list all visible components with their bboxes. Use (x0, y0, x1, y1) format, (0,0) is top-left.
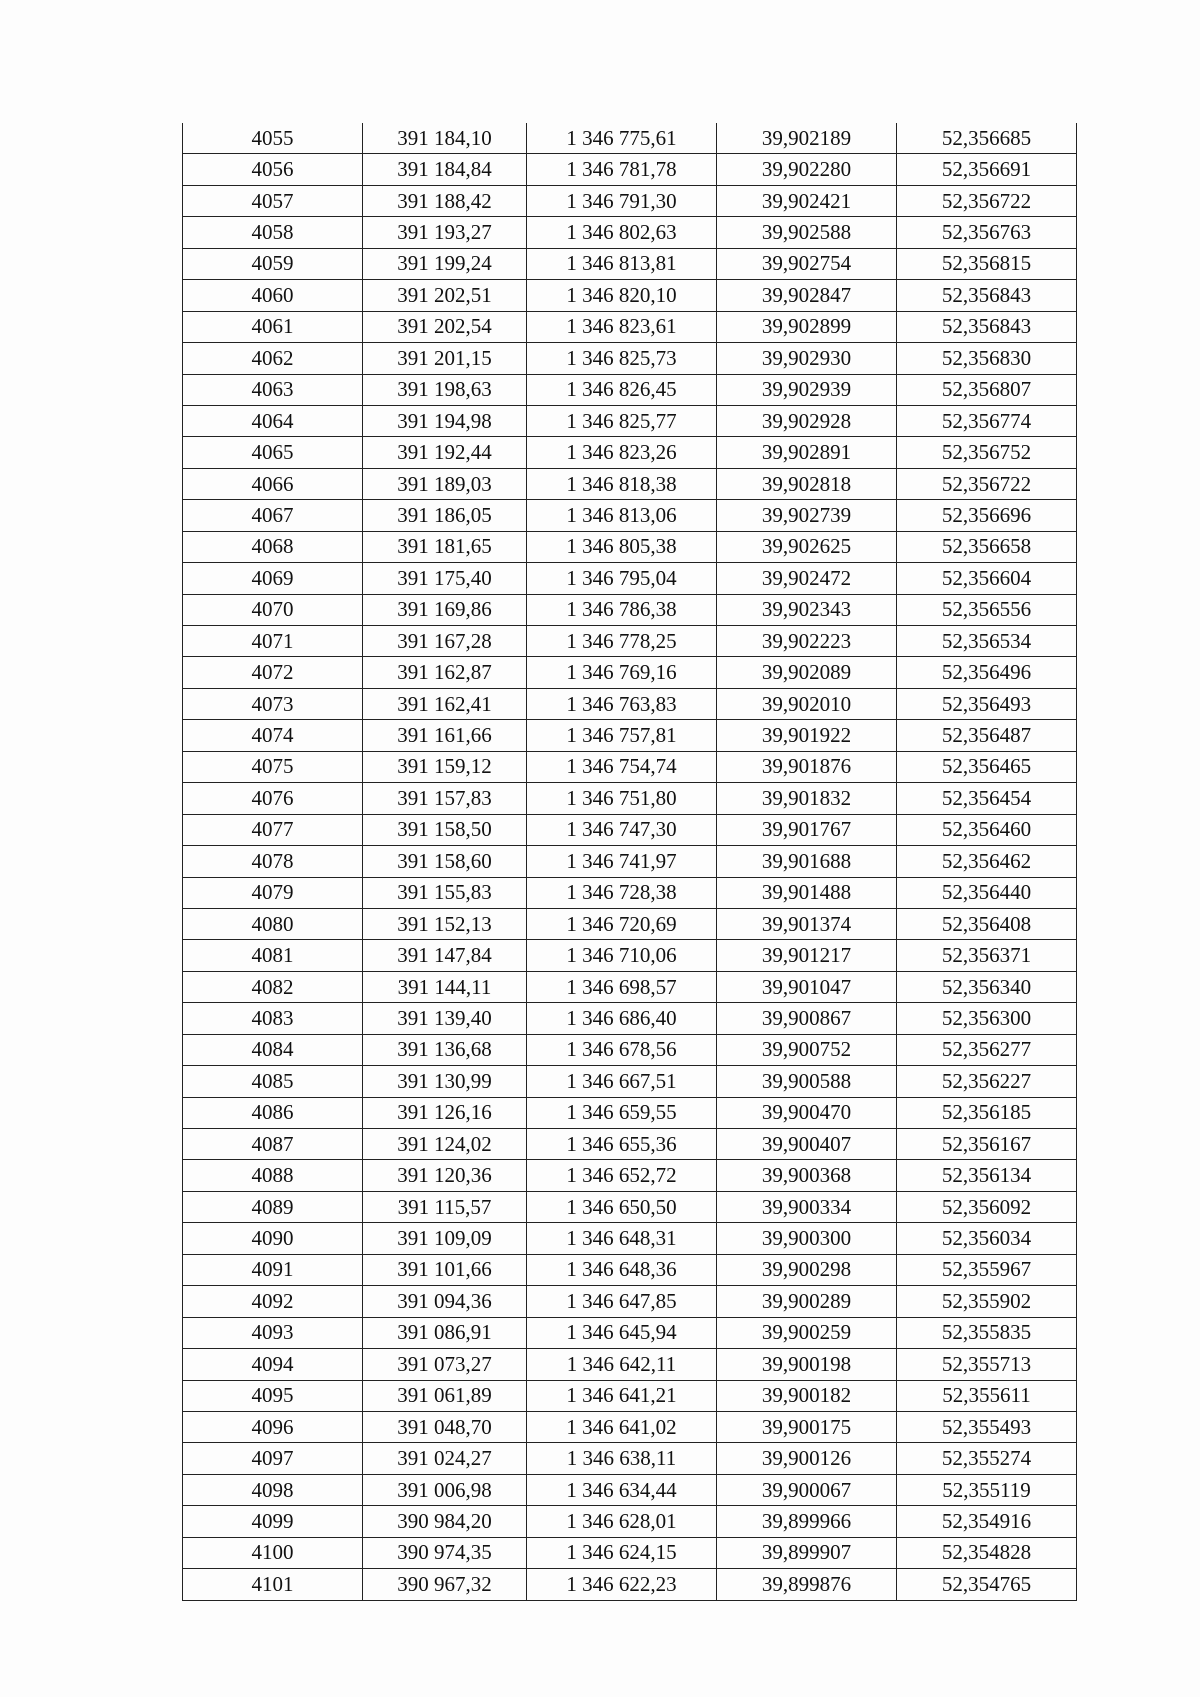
point-number-cell: 4094 (183, 1349, 363, 1380)
longitude-cell: 39,901767 (717, 814, 897, 845)
x-coordinate-cell: 391 061,89 (363, 1380, 527, 1411)
x-coordinate-cell: 391 186,05 (363, 500, 527, 531)
latitude-cell: 52,356815 (897, 248, 1077, 279)
latitude-cell: 52,355902 (897, 1286, 1077, 1317)
latitude-cell: 52,356462 (897, 846, 1077, 877)
latitude-cell: 52,356843 (897, 311, 1077, 342)
table-row (183, 217, 1077, 248)
table-row (183, 154, 1077, 185)
latitude-cell: 52,356185 (897, 1097, 1077, 1128)
point-number-cell: 4096 (183, 1411, 363, 1442)
table-row (183, 1191, 1077, 1222)
x-coordinate-cell: 391 120,36 (363, 1160, 527, 1191)
y-coordinate-cell: 1 346 728,38 (527, 877, 717, 908)
latitude-cell: 52,356493 (897, 688, 1077, 719)
latitude-cell: 52,356752 (897, 437, 1077, 468)
latitude-cell: 52,354765 (897, 1569, 1077, 1600)
x-coordinate-cell: 391 202,51 (363, 280, 527, 311)
point-number-cell: 4074 (183, 720, 363, 751)
table-row (183, 783, 1077, 814)
point-number-cell: 4089 (183, 1191, 363, 1222)
table-row (183, 1506, 1077, 1537)
y-coordinate-cell: 1 346 778,25 (527, 626, 717, 657)
point-number-cell: 4055 (183, 123, 363, 154)
table-row (183, 500, 1077, 531)
latitude-cell: 52,354916 (897, 1506, 1077, 1537)
point-number-cell: 4058 (183, 217, 363, 248)
y-coordinate-cell: 1 346 791,30 (527, 185, 717, 216)
point-number-cell: 4066 (183, 468, 363, 499)
x-coordinate-cell: 391 158,60 (363, 846, 527, 877)
latitude-cell: 52,356408 (897, 908, 1077, 939)
x-coordinate-cell: 391 048,70 (363, 1411, 527, 1442)
x-coordinate-cell: 391 155,83 (363, 877, 527, 908)
longitude-cell: 39,901374 (717, 908, 897, 939)
longitude-cell: 39,900126 (717, 1443, 897, 1474)
y-coordinate-cell: 1 346 823,26 (527, 437, 717, 468)
table-row (183, 720, 1077, 751)
longitude-cell: 39,901688 (717, 846, 897, 877)
table-row (183, 437, 1077, 468)
point-number-cell: 4085 (183, 1066, 363, 1097)
point-number-cell: 4079 (183, 877, 363, 908)
latitude-cell: 52,356454 (897, 783, 1077, 814)
latitude-cell: 52,355835 (897, 1317, 1077, 1348)
table-row (183, 185, 1077, 216)
longitude-cell: 39,902625 (717, 531, 897, 562)
longitude-cell: 39,902930 (717, 343, 897, 374)
longitude-cell: 39,902472 (717, 563, 897, 594)
point-number-cell: 4077 (183, 814, 363, 845)
y-coordinate-cell: 1 346 624,15 (527, 1537, 717, 1568)
x-coordinate-cell: 391 073,27 (363, 1349, 527, 1380)
table-row (183, 657, 1077, 688)
table-row (183, 1286, 1077, 1317)
longitude-cell: 39,900259 (717, 1317, 897, 1348)
y-coordinate-cell: 1 346 820,10 (527, 280, 717, 311)
table-row (183, 1443, 1077, 1474)
latitude-cell: 52,355967 (897, 1254, 1077, 1285)
x-coordinate-cell: 391 152,13 (363, 908, 527, 939)
point-number-cell: 4097 (183, 1443, 363, 1474)
x-coordinate-cell: 391 201,15 (363, 343, 527, 374)
x-coordinate-cell: 391 147,84 (363, 940, 527, 971)
table-row (183, 1254, 1077, 1285)
y-coordinate-cell: 1 346 757,81 (527, 720, 717, 751)
latitude-cell: 52,356774 (897, 405, 1077, 436)
x-coordinate-cell: 391 126,16 (363, 1097, 527, 1128)
latitude-cell: 52,356092 (897, 1191, 1077, 1222)
point-number-cell: 4070 (183, 594, 363, 625)
point-number-cell: 4071 (183, 626, 363, 657)
point-number-cell: 4057 (183, 185, 363, 216)
y-coordinate-cell: 1 346 628,01 (527, 1506, 717, 1537)
x-coordinate-cell: 391 024,27 (363, 1443, 527, 1474)
longitude-cell: 39,900298 (717, 1254, 897, 1285)
point-number-cell: 4064 (183, 405, 363, 436)
point-number-cell: 4082 (183, 971, 363, 1002)
latitude-cell: 52,356440 (897, 877, 1077, 908)
latitude-cell: 52,356277 (897, 1034, 1077, 1065)
y-coordinate-cell: 1 346 638,11 (527, 1443, 717, 1474)
x-coordinate-cell: 391 199,24 (363, 248, 527, 279)
x-coordinate-cell: 391 184,84 (363, 154, 527, 185)
latitude-cell: 52,356763 (897, 217, 1077, 248)
point-number-cell: 4065 (183, 437, 363, 468)
latitude-cell: 52,356722 (897, 185, 1077, 216)
y-coordinate-cell: 1 346 781,78 (527, 154, 717, 185)
point-number-cell: 4062 (183, 343, 363, 374)
point-number-cell: 4100 (183, 1537, 363, 1568)
x-coordinate-cell: 391 161,66 (363, 720, 527, 751)
longitude-cell: 39,900182 (717, 1380, 897, 1411)
point-number-cell: 4095 (183, 1380, 363, 1411)
table-row (183, 751, 1077, 782)
longitude-cell: 39,899907 (717, 1537, 897, 1568)
y-coordinate-cell: 1 346 741,97 (527, 846, 717, 877)
longitude-cell: 39,902939 (717, 374, 897, 405)
x-coordinate-cell: 391 188,42 (363, 185, 527, 216)
y-coordinate-cell: 1 346 642,11 (527, 1349, 717, 1380)
y-coordinate-cell: 1 346 641,21 (527, 1380, 717, 1411)
y-coordinate-cell: 1 346 698,57 (527, 971, 717, 1002)
point-number-cell: 4060 (183, 280, 363, 311)
y-coordinate-cell: 1 346 710,06 (527, 940, 717, 971)
latitude-cell: 52,356134 (897, 1160, 1077, 1191)
x-coordinate-cell: 391 162,87 (363, 657, 527, 688)
longitude-cell: 39,900368 (717, 1160, 897, 1191)
point-number-cell: 4073 (183, 688, 363, 719)
latitude-cell: 52,356465 (897, 751, 1077, 782)
point-number-cell: 4081 (183, 940, 363, 971)
y-coordinate-cell: 1 346 805,38 (527, 531, 717, 562)
y-coordinate-cell: 1 346 775,61 (527, 123, 717, 154)
x-coordinate-cell: 390 967,32 (363, 1569, 527, 1600)
x-coordinate-cell: 391 159,12 (363, 751, 527, 782)
latitude-cell: 52,356685 (897, 123, 1077, 154)
y-coordinate-cell: 1 346 795,04 (527, 563, 717, 594)
table-row (183, 1223, 1077, 1254)
point-number-cell: 4061 (183, 311, 363, 342)
table-row (183, 688, 1077, 719)
longitude-cell: 39,901488 (717, 877, 897, 908)
latitude-cell: 52,356371 (897, 940, 1077, 971)
x-coordinate-cell: 391 167,28 (363, 626, 527, 657)
point-number-cell: 4083 (183, 1003, 363, 1034)
table-row (183, 971, 1077, 1002)
x-coordinate-cell: 391 094,36 (363, 1286, 527, 1317)
x-coordinate-cell: 391 130,99 (363, 1066, 527, 1097)
y-coordinate-cell: 1 346 754,74 (527, 751, 717, 782)
point-number-cell: 4091 (183, 1254, 363, 1285)
latitude-cell: 52,356534 (897, 626, 1077, 657)
table-row (183, 280, 1077, 311)
table-row (183, 123, 1077, 154)
longitude-cell: 39,901832 (717, 783, 897, 814)
point-number-cell: 4087 (183, 1129, 363, 1160)
y-coordinate-cell: 1 346 650,50 (527, 1191, 717, 1222)
y-coordinate-cell: 1 346 647,85 (527, 1286, 717, 1317)
longitude-cell: 39,900198 (717, 1349, 897, 1380)
y-coordinate-cell: 1 346 769,16 (527, 657, 717, 688)
longitude-cell: 39,900067 (717, 1474, 897, 1505)
point-number-cell: 4068 (183, 531, 363, 562)
longitude-cell: 39,899966 (717, 1506, 897, 1537)
point-number-cell: 4101 (183, 1569, 363, 1600)
latitude-cell: 52,356843 (897, 280, 1077, 311)
x-coordinate-cell: 391 115,57 (363, 1191, 527, 1222)
longitude-cell: 39,900470 (717, 1097, 897, 1128)
latitude-cell: 52,355493 (897, 1411, 1077, 1442)
x-coordinate-cell: 391 169,86 (363, 594, 527, 625)
table-row (183, 1066, 1077, 1097)
longitude-cell: 39,902421 (717, 185, 897, 216)
y-coordinate-cell: 1 346 751,80 (527, 783, 717, 814)
table-row (183, 405, 1077, 436)
longitude-cell: 39,902089 (717, 657, 897, 688)
x-coordinate-cell: 391 157,83 (363, 783, 527, 814)
point-number-cell: 4063 (183, 374, 363, 405)
longitude-cell: 39,902899 (717, 311, 897, 342)
table-row (183, 1537, 1077, 1568)
table-row (183, 846, 1077, 877)
table-row (183, 563, 1077, 594)
x-coordinate-cell: 391 162,41 (363, 688, 527, 719)
latitude-cell: 52,356340 (897, 971, 1077, 1002)
table-row (183, 1097, 1077, 1128)
coordinates-table (182, 123, 1077, 1601)
table-row (183, 877, 1077, 908)
x-coordinate-cell: 391 006,98 (363, 1474, 527, 1505)
table-row (183, 311, 1077, 342)
point-number-cell: 4092 (183, 1286, 363, 1317)
point-number-cell: 4080 (183, 908, 363, 939)
y-coordinate-cell: 1 346 686,40 (527, 1003, 717, 1034)
y-coordinate-cell: 1 346 823,61 (527, 311, 717, 342)
y-coordinate-cell: 1 346 813,06 (527, 500, 717, 531)
latitude-cell: 52,356227 (897, 1066, 1077, 1097)
latitude-cell: 52,355713 (897, 1349, 1077, 1380)
longitude-cell: 39,901217 (717, 940, 897, 971)
x-coordinate-cell: 391 136,68 (363, 1034, 527, 1065)
longitude-cell: 39,902928 (717, 405, 897, 436)
y-coordinate-cell: 1 346 825,77 (527, 405, 717, 436)
x-coordinate-cell: 391 202,54 (363, 311, 527, 342)
point-number-cell: 4067 (183, 500, 363, 531)
longitude-cell: 39,902343 (717, 594, 897, 625)
x-coordinate-cell: 390 974,35 (363, 1537, 527, 1568)
table-row (183, 940, 1077, 971)
y-coordinate-cell: 1 346 747,30 (527, 814, 717, 845)
point-number-cell: 4098 (183, 1474, 363, 1505)
longitude-cell: 39,901876 (717, 751, 897, 782)
longitude-cell: 39,899876 (717, 1569, 897, 1600)
longitude-cell: 39,902280 (717, 154, 897, 185)
latitude-cell: 52,356300 (897, 1003, 1077, 1034)
latitude-cell: 52,356167 (897, 1129, 1077, 1160)
point-number-cell: 4084 (183, 1034, 363, 1065)
point-number-cell: 4093 (183, 1317, 363, 1348)
table-row (183, 374, 1077, 405)
y-coordinate-cell: 1 346 659,55 (527, 1097, 717, 1128)
longitude-cell: 39,901047 (717, 971, 897, 1002)
point-number-cell: 4099 (183, 1506, 363, 1537)
table-row (183, 814, 1077, 845)
table-row (183, 248, 1077, 279)
table-row (183, 468, 1077, 499)
x-coordinate-cell: 390 984,20 (363, 1506, 527, 1537)
table-row (183, 626, 1077, 657)
longitude-cell: 39,902588 (717, 217, 897, 248)
longitude-cell: 39,900334 (717, 1191, 897, 1222)
longitude-cell: 39,902818 (717, 468, 897, 499)
table-row (183, 1160, 1077, 1191)
latitude-cell: 52,356034 (897, 1223, 1077, 1254)
x-coordinate-cell: 391 184,10 (363, 123, 527, 154)
point-number-cell: 4088 (183, 1160, 363, 1191)
table-row (183, 1034, 1077, 1065)
point-number-cell: 4076 (183, 783, 363, 814)
x-coordinate-cell: 391 109,09 (363, 1223, 527, 1254)
y-coordinate-cell: 1 346 802,63 (527, 217, 717, 248)
y-coordinate-cell: 1 346 763,83 (527, 688, 717, 719)
y-coordinate-cell: 1 346 825,73 (527, 343, 717, 374)
latitude-cell: 52,355274 (897, 1443, 1077, 1474)
table-row (183, 1317, 1077, 1348)
longitude-cell: 39,900752 (717, 1034, 897, 1065)
y-coordinate-cell: 1 346 634,44 (527, 1474, 717, 1505)
x-coordinate-cell: 391 181,65 (363, 531, 527, 562)
x-coordinate-cell: 391 192,44 (363, 437, 527, 468)
x-coordinate-cell: 391 139,40 (363, 1003, 527, 1034)
latitude-cell: 52,356460 (897, 814, 1077, 845)
y-coordinate-cell: 1 346 826,45 (527, 374, 717, 405)
x-coordinate-cell: 391 198,63 (363, 374, 527, 405)
y-coordinate-cell: 1 346 622,23 (527, 1569, 717, 1600)
y-coordinate-cell: 1 346 648,31 (527, 1223, 717, 1254)
x-coordinate-cell: 391 189,03 (363, 468, 527, 499)
longitude-cell: 39,902847 (717, 280, 897, 311)
x-coordinate-cell: 391 144,11 (363, 971, 527, 1002)
point-number-cell: 4086 (183, 1097, 363, 1128)
x-coordinate-cell: 391 194,98 (363, 405, 527, 436)
latitude-cell: 52,356658 (897, 531, 1077, 562)
y-coordinate-cell: 1 346 818,38 (527, 468, 717, 499)
point-number-cell: 4072 (183, 657, 363, 688)
point-number-cell: 4078 (183, 846, 363, 877)
table-row (183, 594, 1077, 625)
longitude-cell: 39,900867 (717, 1003, 897, 1034)
longitude-cell: 39,902891 (717, 437, 897, 468)
latitude-cell: 52,355611 (897, 1380, 1077, 1411)
longitude-cell: 39,902739 (717, 500, 897, 531)
longitude-cell: 39,902010 (717, 688, 897, 719)
x-coordinate-cell: 391 158,50 (363, 814, 527, 845)
point-number-cell: 4056 (183, 154, 363, 185)
table-row (183, 1349, 1077, 1380)
x-coordinate-cell: 391 175,40 (363, 563, 527, 594)
longitude-cell: 39,900175 (717, 1411, 897, 1442)
latitude-cell: 52,356691 (897, 154, 1077, 185)
y-coordinate-cell: 1 346 645,94 (527, 1317, 717, 1348)
y-coordinate-cell: 1 346 648,36 (527, 1254, 717, 1285)
longitude-cell: 39,900300 (717, 1223, 897, 1254)
x-coordinate-cell: 391 101,66 (363, 1254, 527, 1285)
y-coordinate-cell: 1 346 652,72 (527, 1160, 717, 1191)
y-coordinate-cell: 1 346 667,51 (527, 1066, 717, 1097)
point-number-cell: 4059 (183, 248, 363, 279)
table-row (183, 1411, 1077, 1442)
longitude-cell: 39,901922 (717, 720, 897, 751)
table-row (183, 1474, 1077, 1505)
longitude-cell: 39,900588 (717, 1066, 897, 1097)
latitude-cell: 52,356830 (897, 343, 1077, 374)
table-row (183, 343, 1077, 374)
longitude-cell: 39,902754 (717, 248, 897, 279)
point-number-cell: 4075 (183, 751, 363, 782)
point-number-cell: 4069 (183, 563, 363, 594)
x-coordinate-cell: 391 124,02 (363, 1129, 527, 1160)
y-coordinate-cell: 1 346 678,56 (527, 1034, 717, 1065)
latitude-cell: 52,356696 (897, 500, 1077, 531)
latitude-cell: 52,356722 (897, 468, 1077, 499)
y-coordinate-cell: 1 346 813,81 (527, 248, 717, 279)
latitude-cell: 52,356604 (897, 563, 1077, 594)
table-row (183, 908, 1077, 939)
latitude-cell: 52,354828 (897, 1537, 1077, 1568)
table-row (183, 1003, 1077, 1034)
y-coordinate-cell: 1 346 786,38 (527, 594, 717, 625)
coordinates-table-body (183, 123, 1077, 1600)
longitude-cell: 39,902223 (717, 626, 897, 657)
y-coordinate-cell: 1 346 720,69 (527, 908, 717, 939)
table-row (183, 1129, 1077, 1160)
longitude-cell: 39,902189 (717, 123, 897, 154)
latitude-cell: 52,356487 (897, 720, 1077, 751)
y-coordinate-cell: 1 346 641,02 (527, 1411, 717, 1442)
y-coordinate-cell: 1 346 655,36 (527, 1129, 717, 1160)
x-coordinate-cell: 391 086,91 (363, 1317, 527, 1348)
point-number-cell: 4090 (183, 1223, 363, 1254)
latitude-cell: 52,356556 (897, 594, 1077, 625)
x-coordinate-cell: 391 193,27 (363, 217, 527, 248)
longitude-cell: 39,900289 (717, 1286, 897, 1317)
table-row (183, 1569, 1077, 1600)
latitude-cell: 52,356496 (897, 657, 1077, 688)
latitude-cell: 52,356807 (897, 374, 1077, 405)
table-row (183, 1380, 1077, 1411)
longitude-cell: 39,900407 (717, 1129, 897, 1160)
latitude-cell: 52,355119 (897, 1474, 1077, 1505)
table-row (183, 531, 1077, 562)
